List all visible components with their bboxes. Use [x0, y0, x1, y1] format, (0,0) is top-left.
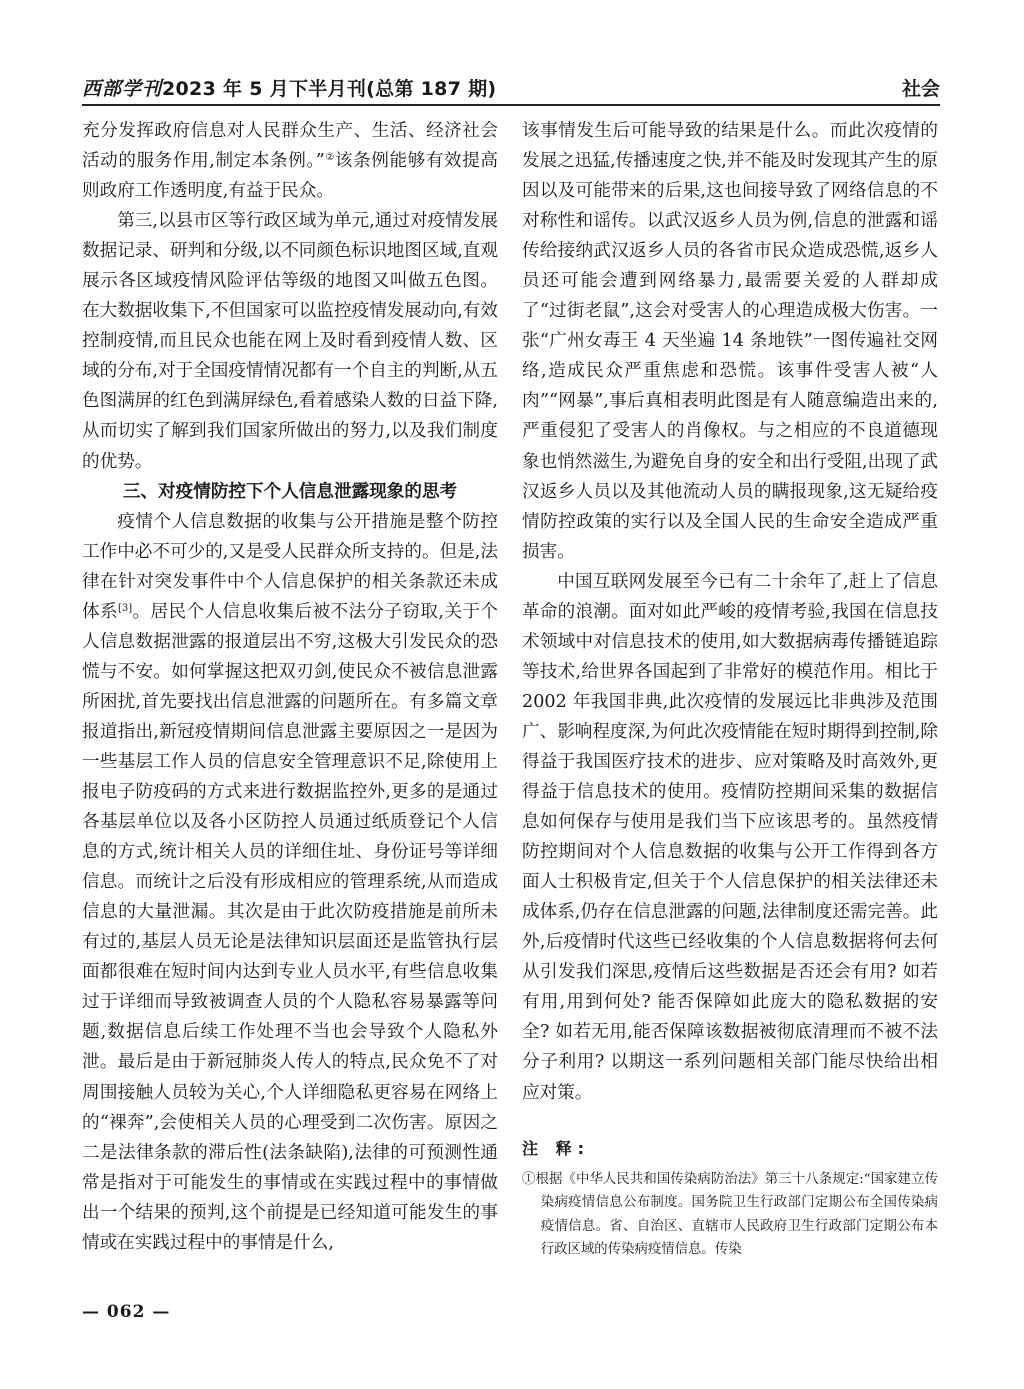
citation-ref-3: [3]	[117, 602, 133, 614]
right-column	[522, 116, 938, 1262]
section-heading: 三、对疫情防控下个人信息泄露现象的思考	[122, 481, 458, 502]
journal-logo: 西部学刊	[82, 78, 163, 100]
left-p3-text-b: 。居民个人信息收集后被不法分子窃取,关于个人信息数据泄露的报道层出不穷,这极大引发民众的恐慌与不安。如何掌握这把双刃剑,使民众不被信息泄露所困扰,首先要找出信息泄露的问题所在。有多篇文章报道指出,新冠疫情期间信息泄露主要原因之一是因为一些基层工作人员的信息安全管理意识不足,除使用上报电子防疫码的方式来进行数据监控外,更多的是通过各基层单位以及各小区防控人员通过纸质登记个人信息的方式,统计相关人员的详细住址、身份证号等详细信息。而统计之后没有形成相应的管理系统,从而造成信息的大量泄漏。其次是由于此次防疫措施是前所未有过的,基层人员无论是法律知识层面还是监管执行层面都很难在短时间内达到专业人员水平,有些信息收集过于详细而导致被调查人员的个人隐私容易暴露等问题,数据信息后续工作处理不当也会导致个人隐私外泄。最后是由于新冠肺炎人传人的特点,民众免不了对周围接触人员较为关心,个人详细隐私更容易在网络上的“裸奔”,会使相关人员的心理受到二次伤害。原因之二是法律条款的滞后性(法条缺陷),法律的可预测性通常是指对于可能发生的事情或在实践过程中的事情做出一个结果的预判,这个前提是已经知道可能发生的事情或在实践过程中的事情是什么,	[82, 601, 498, 1253]
page-number: — 062 —	[82, 1302, 171, 1322]
running-header	[82, 72, 940, 100]
section-tag: 社会	[901, 78, 940, 100]
footnote-1: ①根据《中华人民共和国传染病防治法》第三十八条规定:“国家建立传染病疫情信息公布制度。国务院卫生行政部门定期公布全国传染病疫情信息。省、自治区、直辖市人民政府卫生行政部门定期公布本行政区域的传染病疫情信息。传染	[522, 1171, 938, 1258]
right-paragraph-2: 中国互联网发展至今已有二十余年了,赶上了信息革命的浪潮。面对如此严峻的疫情考验,我国在信息技术领域中对信息技术的使用,如大数据病毒传播链追踪等技术,给世界各国起到了非常好的模范作用。相比于 2002 年我国非典,此次疫情的发展远比非典涉及范围广、影响程度深,为何此次疫情能在短时期得到控制,除得益于我国医疗技术的进步、应对策略及时高效外,更得益于信息技术的使用。疫情防控期间采集的数据信息如何保存与使用是我们当下应该思考的。虽然疫情防控期间对个人信息数据的收集与公开工作得到各方面人士积极肯定,但关于个人信息保护的相关法律还未成体系,仍存在信息泄露的问题,法律制度还需完善。此外,后疫情时代这些已经收集的个人信息数据将何去何从引发我们深思,疫情后这些数据是否还会有用? 如若有用,用到何处? 能否保障如此庞大的隐私数据的安全? 如若无用,能否保障该数据被彻底清理而不被不法分子利用? 以期这一系列问题相关部门能尽快给出相应对策。	[522, 571, 938, 1103]
journal-issue-line	[82, 74, 496, 101]
left-paragraph-1	[82, 116, 498, 206]
header-rule	[82, 104, 940, 106]
left-paragraph-2: 第三,以县市区等行政区域为单元,通过对疫情发展数据记录、研判和分级,以不同颜色标识地图区域,直观展示各区域疫情风险评估等级的地图又叫做五色图。在大数据收集下,不但国家可以监控疫情发展动向,有效控制疫情,而且民众也能在网上及时看到疫情人数、区域的分布,对于全国疫情情况都有一个自主的判断,从五色图满屏的红色到满屏绿色,看着感染人数的日益下降,从而切实了解到我们国家所做出的努力,以及我们制度的优势。	[82, 211, 498, 472]
left-paragraph-3	[82, 507, 498, 1258]
notes-title: 注 释:	[522, 1138, 590, 1158]
left-p3-text-a: 疫情个人信息数据的收集与公开措施是整个防控工作中必不可少的,又是受人民群众所支持的。但是,法律在针对突发事件中个人信息保护的相关条款还未成体系	[82, 511, 498, 622]
left-column	[82, 116, 498, 1258]
right-paragraph-1: 该事情发生后可能导致的结果是什么。而此次疫情的发展之迅猛,传播速度之快,并不能及时发现其产生的原因以及可能带来的后果,这也间接导致了网络信息的不对称性和谣传。以武汉返乡人员为例,信息的泄露和谣传给接纳武汉返乡人员的各省市民众造成恐慌,返乡人员还可能会遭到网络暴力,最需要关爱的人群却成了“过街老鼠”,这会对受害人的心理造成极大伤害。一张“广州女毒王 4 天坐遍 14 条地铁”一图传遍社交网络,造成民众严重焦虑和恐慌。该事件受害人被“人肉”“网暴”,事后真相表明此图是有人随意编造出来的,严重侵犯了受害人的肖像权。与之相应的不良道德现象也悄然滋生,为避免自身的安全和出行受阻,出现了武汉返乡人员以及其他流动人员的瞒报现象,这无疑给疫情防控政策的实行以及全国人民的生命安全造成严重损害。	[522, 121, 938, 562]
issue-info: 2023 年 5 月下半月刊(总第 187 期)	[162, 78, 497, 100]
footnote-ref-2: ②	[324, 152, 335, 164]
left-p1-text: 充分发挥政府信息对人民群众生产、生活、经济社会活动的服务作用,制定本条例。”	[82, 121, 498, 172]
left-p1-tail: 该条例能够有效提高则政府工作透明度,有益于民众。	[82, 151, 498, 202]
